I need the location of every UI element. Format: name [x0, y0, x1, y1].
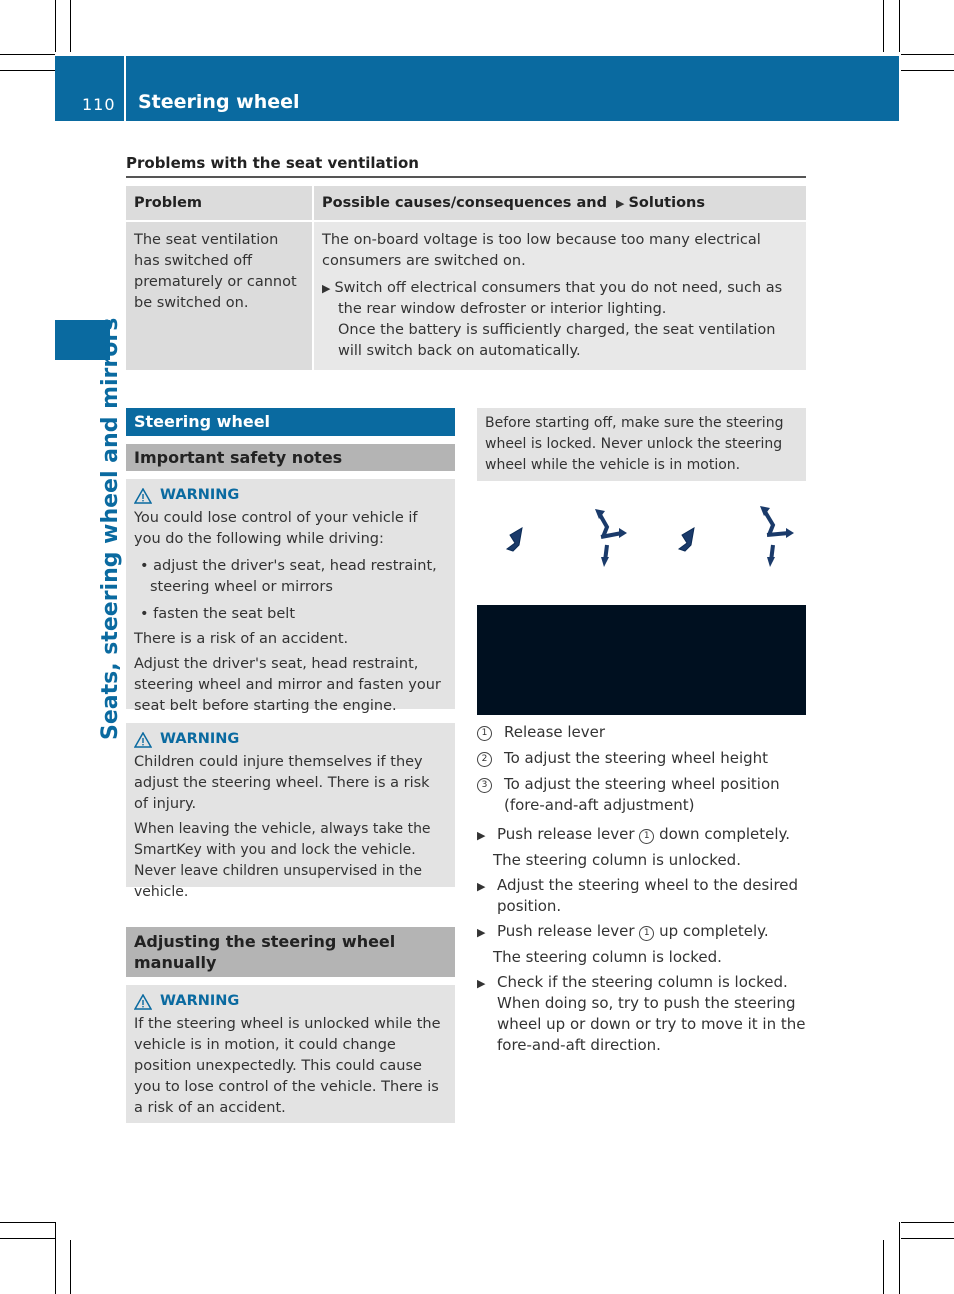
- crop-mark: [883, 0, 884, 52]
- action-arrow-icon: ▶: [616, 197, 625, 210]
- crop-mark: [0, 54, 55, 55]
- table-row: [126, 221, 806, 370]
- warning-label: WARNING: [160, 487, 240, 503]
- action-arrow-icon: ▶: [477, 829, 486, 842]
- legend-number: 1: [639, 926, 654, 941]
- warning-label: WARNING: [160, 731, 240, 747]
- solution-cell: [313, 221, 806, 370]
- warning-triangle-icon: [134, 732, 152, 748]
- warning-box: [126, 479, 455, 714]
- warning-text: You could lose control of your vehicle if you do the following while driving:: [134, 510, 418, 547]
- column-header-problem: Problem: [126, 186, 313, 221]
- step-text: Check if the steering column is locked. When doing so, try to push the steering wheel up or down or try to move it in the fore-and-aft direction.: [497, 973, 806, 1054]
- instruction-step: [477, 875, 806, 917]
- step-result: The steering column is unlocked.: [493, 851, 741, 869]
- legend-number: 2: [477, 752, 492, 767]
- warning-text: Children could injure themselves if they adjust the steering wheel. There is a risk of injury.: [134, 754, 430, 812]
- adjust-arrow-icon: [507, 528, 694, 551]
- warning-box: [126, 985, 455, 1123]
- warning-triangle-icon: [134, 488, 152, 504]
- column-header-solutions: [313, 186, 806, 221]
- action-arrow-icon: ▶: [322, 282, 331, 295]
- warning-advice: Adjust the driver's seat, head restraint, steering wheel and mirror and fasten your seat belt before starting the engine.: [134, 656, 441, 714]
- step-text-part: up completely.: [659, 922, 769, 940]
- crop-mark: [899, 0, 900, 52]
- list-item-text: adjust the driver's seat, head restraint, steering wheel or mirrors: [150, 558, 437, 595]
- crop-mark: [901, 1238, 954, 1239]
- left-column: [126, 408, 455, 1123]
- step-result: The steering column is locked.: [493, 948, 722, 966]
- warning-risk: There is a risk of an accident.: [134, 631, 349, 647]
- crop-mark: [901, 70, 954, 71]
- crop-mark: [901, 54, 954, 55]
- caption-rule: [126, 176, 806, 178]
- action-arrow-icon: ▶: [477, 977, 486, 990]
- crop-mark: [0, 1238, 55, 1239]
- warning-advice: When leaving the vehicle, always take the SmartKey with you and lock the vehicle. Never leave children unsupervised in the vehicle.: [134, 821, 431, 900]
- problem-cell: The seat ventilation has switched off prematurely or cannot be switched on.: [126, 221, 313, 370]
- warning-box: [126, 723, 455, 900]
- list-item: • adjust the driver's seat, head restraint, steering wheel or mirrors: [140, 558, 437, 595]
- illustration-svg: [477, 495, 806, 715]
- step-text-part: Push release lever: [497, 825, 635, 843]
- step-text-part: down completely.: [659, 825, 791, 843]
- legend-text: To adjust the steering wheel height: [504, 749, 769, 767]
- list-item: • fasten the seat belt: [140, 606, 296, 622]
- page-title: Steering wheel: [138, 91, 300, 113]
- header-divider: [124, 56, 126, 121]
- steering-adjustment-illustration: [477, 495, 806, 715]
- legend-item: [477, 748, 806, 769]
- crop-mark: [0, 70, 55, 71]
- warning-label: WARNING: [160, 993, 240, 1009]
- warning-triangle-icon: [134, 994, 152, 1010]
- crop-mark: [70, 0, 71, 52]
- step-text: [497, 921, 769, 943]
- table-caption: Problems with the seat ventilation: [126, 154, 419, 172]
- illustration-dark-panel: [477, 605, 806, 715]
- crop-mark: [70, 1240, 71, 1294]
- step-text-part: Push release lever: [497, 922, 635, 940]
- solution-item: [322, 278, 798, 320]
- chapter-title: Seats, steering wheel and mirrors: [98, 317, 123, 740]
- warning-heading: [134, 991, 447, 1012]
- crop-mark: [883, 1240, 884, 1294]
- legend-number: 1: [477, 726, 492, 741]
- problems-table: [126, 186, 806, 370]
- action-arrow-icon: ▶: [477, 926, 486, 939]
- subsection-title: Important safety notes: [126, 444, 455, 471]
- adjust-arrow-icon: [595, 506, 794, 567]
- legend-text: Release lever: [504, 723, 606, 741]
- solution-note: Once the battery is sufficiently charged, the seat ventilation will switch back on automatically.: [338, 322, 776, 359]
- instruction-step: [477, 972, 806, 1056]
- right-column: [477, 408, 806, 481]
- subsection-title: Adjusting the steering wheel manually: [126, 927, 455, 977]
- crop-mark: [901, 1222, 954, 1223]
- crop-mark: [55, 0, 56, 52]
- legend-item: [477, 722, 806, 743]
- adjust-arrow-icon: [599, 510, 789, 561]
- column-header-causes: Possible causes/consequences and: [322, 195, 607, 211]
- list-item-text: fasten the seat belt: [153, 606, 296, 622]
- table-header-row: [126, 186, 806, 221]
- step-text: Adjust the steering wheel to the desired position.: [497, 876, 799, 915]
- instruction-step: [477, 824, 806, 846]
- solution-text: Switch off electrical consumers that you do not need, such as the rear window defroster or interior lighting.: [334, 280, 783, 317]
- column-header-solutions-label: Solutions: [628, 195, 705, 211]
- warning-heading: [134, 729, 447, 750]
- page-number: 110: [82, 95, 116, 114]
- legend-text: To adjust the steering wheel position (fore-and-aft adjustment): [504, 775, 780, 814]
- step-text: [497, 824, 790, 846]
- crop-mark: [0, 1222, 55, 1223]
- legend-number: 3: [477, 778, 492, 793]
- illustration-legend: [477, 722, 806, 821]
- legend-number: 1: [639, 829, 654, 844]
- warning-text: If the steering wheel is unlocked while the vehicle is in motion, it could change position unexpectedly. This could cause you to lose control of the vehicle. There is a risk of an accident.: [134, 1016, 441, 1116]
- instruction-step: [477, 921, 806, 943]
- instruction-steps: [477, 824, 806, 1060]
- warning-heading: [134, 485, 447, 506]
- legend-item: [477, 774, 806, 816]
- crop-mark: [899, 1222, 900, 1294]
- action-arrow-icon: ▶: [477, 880, 486, 893]
- crop-mark: [55, 1222, 56, 1294]
- cause-text: The on-board voltage is too low because too many electrical consumers are switched on.: [322, 232, 761, 269]
- note-box: Before starting off, make sure the steering wheel is locked. Never unlock the steering wheel while the vehicle is in motion.: [477, 408, 806, 481]
- section-title: Steering wheel: [126, 408, 455, 436]
